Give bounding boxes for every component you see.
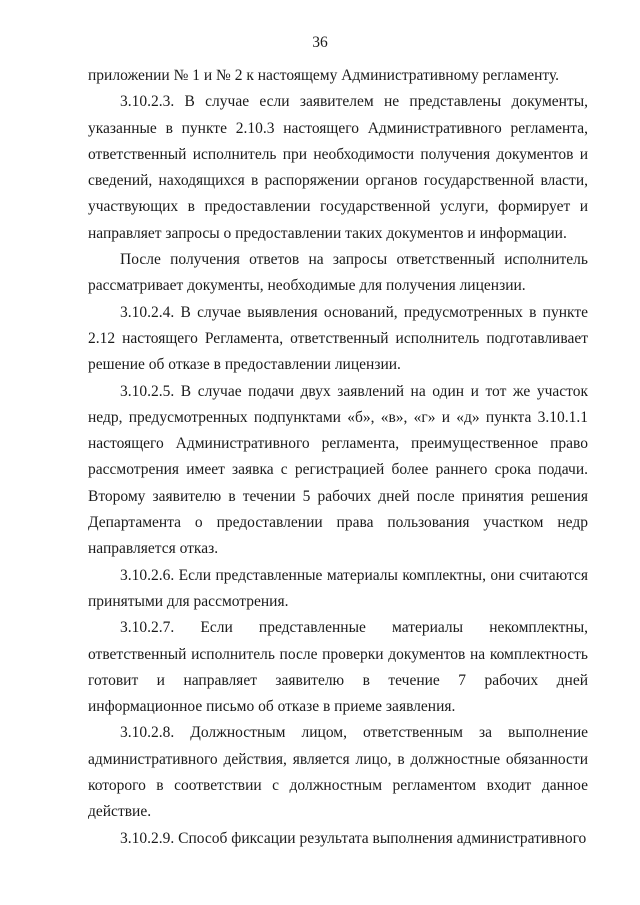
paragraph-3-10-2-9: 3.10.2.9. Способ фиксации результата выполнения административного <box>120 829 587 847</box>
body-text <box>88 63 588 852</box>
paragraph-continuation: приложении № 1 и № 2 к настоящему Административному регламенту. <box>88 67 560 84</box>
paragraph-3-10-2-5: 3.10.2.5. В случае подачи двух заявлений на один и тот же участок недр, предусмотренных подпунктами «б», «в», «г» и «д» пункта 3.10.1.1 настоящего Административного регламента, преимущественное право рассмотрения имеет заявка с регистрацией более раннего срока подачи. Второму заявителю в течении 5 рабочих дней после принятия решения Департамента о предоставлении права пользования участком недр направляется отказ. <box>88 382 588 558</box>
paragraph-3-10-2-7: 3.10.2.7. Если представленные материалы некомплектны, ответственный исполнитель после проверки документов на комплектность готовит и направляет заявителю в течение 7 рабочих дней информационное письмо об отказе в приеме заявления. <box>88 619 588 716</box>
paragraph-3-10-2-8: 3.10.2.8. Должностным лицом, ответственным за выполнение административного действия, является лицо, в должностные обязанности которого в соответствии с должностным регламентом входит данное действие. <box>88 724 588 821</box>
paragraph-after-responses: После получения ответов на запросы ответственный исполнитель рассматривает документы, необходимые для получения лицензии. <box>88 251 588 295</box>
paragraph-3-10-2-4: 3.10.2.4. В случае выявления оснований, предусмотренных в пункте 2.12 настоящего Регламента, ответственный исполнитель подготавливает решение об отказе в предоставлении лицензии. <box>88 303 588 374</box>
page-number: 36 <box>312 34 328 51</box>
paragraph-3-10-2-6: 3.10.2.6. Если представленные материалы комплектны, они считаются принятыми для рассмотрения. <box>88 566 588 610</box>
paragraph-3-10-2-3: 3.10.2.3. В случае если заявителем не представлены документы, указанные в пункте 2.10.3 настоящего Административного регламента, ответственный исполнитель при необходимости получения документов и сведений, находящихся в распоряжении органов государственной власти, участвующих в предоставлении государственной услуги, формирует и направляет запросы о предоставлении таких документов и информации. <box>88 93 588 242</box>
